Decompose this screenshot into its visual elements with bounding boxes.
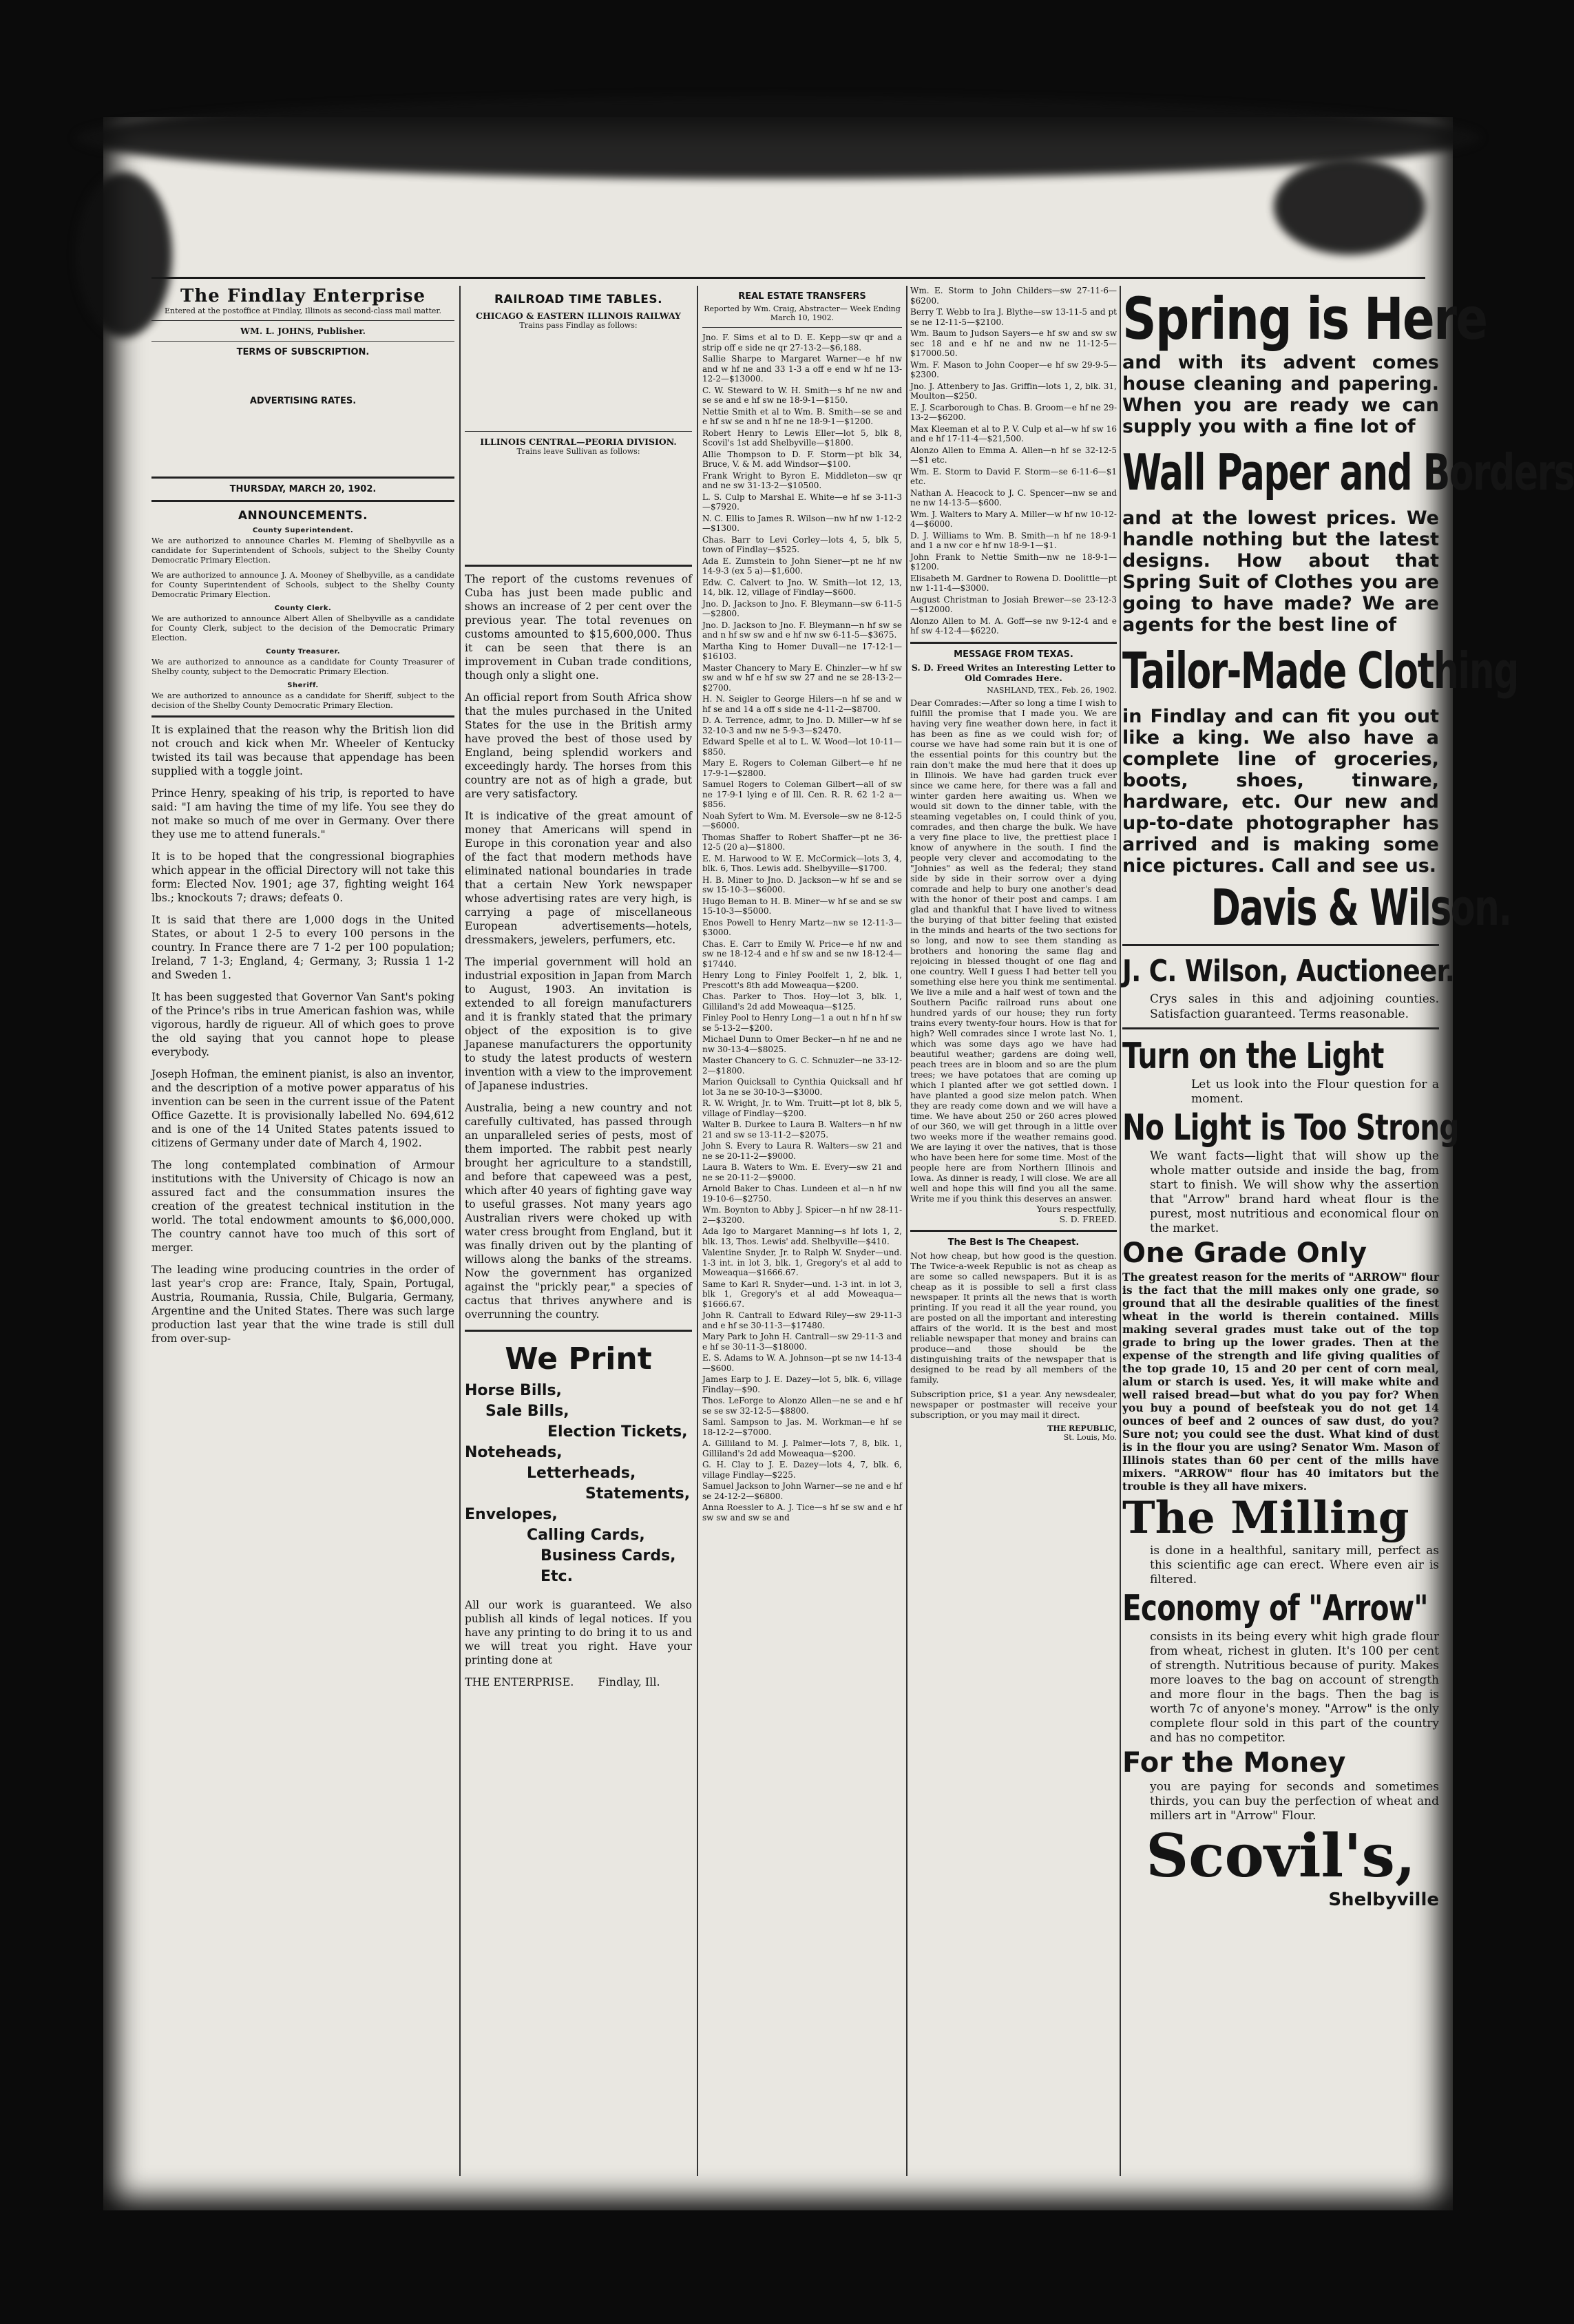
newspaper-page <box>103 117 1574 2210</box>
transfer-item: Walter B. Durkee to Laura B. Walters—n hf nw 21 and sw se 13-11-2—$2075. <box>702 1120 902 1140</box>
texas-letter-closing: Yours respectfully, <box>1036 1203 1117 1214</box>
transfer-item: Allie Thompson to D. F. Storm—pt blk 34, Bruce, V. & M. add Windsor—$100. <box>702 449 902 469</box>
transfer-item: Wm. E. Storm to David F. Storm—se 6-11-6—$1 etc. <box>910 466 1117 486</box>
transfer-item: Elisabeth M. Gardner to Rowena D. Doolittle—pt nw 1-11-4—$3000. <box>910 573 1117 593</box>
transfer-item: Berry T. Webb to Ira J. Blythe—sw 13-11-5 and pt se ne 12-11-5—$2100. <box>910 307 1117 327</box>
arrow-flour-ad <box>1122 1035 1459 1910</box>
real-estate-list <box>702 333 902 1522</box>
transfer-item: Alonzo Allen to Emma A. Allen—n hf se 32-12-5—$1 etc. <box>910 445 1117 465</box>
transfer-item: Marion Quicksall to Cynthia Quicksall and hf lot 3a ne se 30-10-3—$3000. <box>702 1077 902 1097</box>
republic-ad-place: St. Louis, Mo. <box>1063 1432 1117 1442</box>
transfer-item: Anna Roessler to A. J. Tice—s hf se sw and e hf sw sw and sw se and <box>702 1503 902 1522</box>
divider <box>465 431 692 432</box>
transfer-item: H. N. Seigler to George Hilers—n hf se and w hf se and 14 a off s side ne 4-11-2—$8700. <box>702 694 902 714</box>
divider <box>1122 944 1439 946</box>
transfer-item: E. M. Harwood to W. E. McCormick—lots 3, 4, blk. 6, Thos. Lewis add. Shelbyville—$1700. <box>702 853 902 873</box>
announcement-heading: Sheriff. <box>287 682 319 689</box>
transfer-item: John S. Every to Laura R. Walters—sw 21 and ne se 20-11-2—$9000. <box>702 1141 902 1161</box>
transfer-item: H. B. Miner to Jno. D. Jackson—w hf se and se sw 15-10-3—$6000. <box>702 875 902 894</box>
announcement-text: We are authorized to announce Albert Allen of Shelbyville as a candidate for County Clerk, subject to the decision of the Democratic Primary Election. <box>151 614 454 642</box>
transfer-item: Nathan A. Heacock to J. C. Spencer—nw se and ne nw 14-13-5—$600. <box>910 488 1117 507</box>
transfer-item: L. S. Culp to Marshal E. White—e hf se 3-11-3—$7920. <box>702 492 902 512</box>
transfer-item: N. C. Ellis to James R. Wilson—nw hf nw 1-12-2—$1300. <box>702 513 902 533</box>
divider <box>910 642 1117 644</box>
flour-text: Let us look into the Flour question for a moment. <box>1191 1078 1439 1106</box>
masthead-entry-note: Entered at the postoffice at Findlay, Illinois as second-class mail matter. <box>165 306 441 315</box>
announcements-list <box>151 527 454 710</box>
transfer-item: Chas. E. Carr to Emily W. Price—e hf nw and sw ne 18-12-4 and e hf sw and se nw 18-12-4—$17440. <box>702 939 902 969</box>
flour-text: consists in its being every whit high grade flour from wheat, richest in gluten. It's 100 per cent of strength. Nutritious because of purity. Makes more loaves to the bag on account of strength and more flour in the bags. Then the bag is worth 7c of anyone's money. "Arrow" is the only complete flour sold in this part of the country and has no competitor. <box>1150 1630 1439 1745</box>
print-item: Business Cards, Etc. <box>541 1547 676 1585</box>
transfer-item: Henry Long to Finley Poolfelt 1, 2, blk. 1, Prescott's 8th add Moweaqua—$200. <box>702 970 902 990</box>
flour-heading: Economy of "Arrow" <box>1122 1588 1428 1629</box>
terms-title: TERMS OF SUBSCRIPTION. <box>236 347 370 357</box>
texas-letter-headline: S. D. Freed Writes an Interesting Letter to Old Comrades Here. <box>911 662 1116 683</box>
texas-letter-sign: S. D. FREED. <box>1059 1213 1117 1224</box>
davis-ad-text: and at the lowest prices. We handle nothing but the latest designs. How about that Spring Suit of Clothes you are going to have made? We are agents for the best line of <box>1122 507 1439 636</box>
transfer-item: Alonzo Allen to M. A. Goff—se nw 9-12-4 and e hf sw 4-12-4—$6220. <box>910 616 1117 636</box>
transfer-item: Wm. Boynton to Abby J. Spicer—n hf nw 28-11-2—$3200. <box>702 1205 902 1225</box>
print-item: Letterheads, <box>527 1465 636 1482</box>
flour-heading: For the Money <box>1122 1747 1346 1779</box>
davis-wilson-ad <box>1122 285 1574 939</box>
divider <box>151 500 454 502</box>
divider <box>1122 1027 1439 1029</box>
transfer-item: Master Chancery to Mary E. Chinzler—w hf sw sw and w hf e hf sw sw 27 and ne se 28-13-2—$2700. <box>702 662 902 693</box>
texas-letter-body: Dear Comrades:—After so long a time I wish to fulfill the promise that I made you. We are having very fine weather down here, in fact it has been as fine as we could wish for; of course we have had some rain but it is one of the essential points for this country but the rain don't make the mud here that it does up in Illinois. We have had garden truck ever since we came here, for there was a fall and winter garden here awaiting us. When we would sit down to the dinner table, with the steaming vegetables on, I could think of you, comrades, and then charge the bulk. We have a very fine place to live, the prettiest place I know of anywhere in the south. I find the people very clever and accomodating to the "Johnies" as well as the federal; they stand side by side in their sorrow over a dying comrade and help to bury one another's dead with the honor of their post and camps. I am glad and thankful that I have lived to witness the burying of that bitter feeling that existed in the minds and hearts of the two sections for so long, and now to see them standing as brothers and honoring the same flag and rejoicing in blessed thought of one flag and one country. Well I guess I had better tell you something else here you think me sentimental. We live a mile and a half west of town and the Southern Pacific railroad runs about one hundred yards of our house; they run forty trains every twenty-four hours. How is that for high? Well comrades since I wrote last No. 1, which was some days ago we have had beautiful weather; gardens are doing well, peach trees are in bloom and so are the plum trees; we have potatoes that are coming up which I planted after we got settled down. I have planted a good size melon patch. When they are ready come down and we will have a time. We have about 250 or 260 acres plowed of our 360, we will get through in a little over two weeks more if the weather remains good. We are laying it over the natives, that is those who have been here for some time. Most of the people here are from Northern Illinois and Iowa. As dinner is ready, I will close. We are all well and hope this will find you all the same. Write me if you think this deserves an answer. <box>910 697 1117 1204</box>
scovil-place: Shelbyville <box>1328 1889 1439 1910</box>
column-4 <box>910 286 1117 2183</box>
transfer-item: Enos Powell to Henry Martz—nw se 12-11-3—$3000. <box>702 917 902 937</box>
wall-paper-headline: Wall Paper and Borders <box>1122 443 1574 501</box>
scovil-sign: Scovil's, <box>1146 1821 1416 1891</box>
column-1 <box>151 286 454 2183</box>
transfer-item: C. W. Steward to W. H. Smith—s hf ne nw and se se and e hf sw ne 18-9-1—$150. <box>702 385 902 405</box>
advertising-title: ADVERTISING RATES. <box>249 396 357 406</box>
flour-heading: The Milling <box>1122 1492 1409 1544</box>
transfer-item: Max Kleeman et al to P. V. Culp et al—w hf sw 16 and e hf 17-11-4—$21,500. <box>910 423 1117 443</box>
announcement-text: We are authorized to announce J. A. Mooney of Shelbyville, as a candidate for County Superintendent of Schools, subject to the Shelby County Democratic Primary Election. <box>151 570 454 599</box>
divider <box>151 341 454 342</box>
railroad-line-1-note: Trains pass Findlay as follows: <box>519 321 638 330</box>
davis-wilson-sign: Davis & Wilson. <box>1210 879 1511 936</box>
transfer-item: R. W. Wright, Jr. to Wm. Truitt—pt lot 8, blk 5, village of Findlay—$200. <box>702 1098 902 1118</box>
transfer-item: Valentine Snyder, Jr. to Ralph W. Snyder—und. 1-3 int. in lot 3, blk. 1, Gregory's et al add to Moweaqua—$1666.67. <box>702 1248 902 1277</box>
real-estate-list-continued <box>910 286 1117 636</box>
transfer-item: Laura B. Waters to Wm. E. Every—sw 21 and ne se 20-11-2—$9000. <box>702 1162 902 1182</box>
news-paragraph: The long contemplated combination of Armour institutions with the University of Chicago is now an assured fact and the consummation insures the creation of the greatest technical institution in the world. The total endowment amounts to $6,000,000. The country cannot have too much of this sort of merger. <box>151 1159 454 1254</box>
transfer-item: Chas. Parker to Thos. Hoy—lot 3, blk. 1, Gilliland's 2d add Moweaqua—$125. <box>702 992 902 1012</box>
transfer-item: Arnold Baker to Chas. Lundeen et al—n hf nw 19-10-6—$2750. <box>702 1184 902 1204</box>
news-paragraph: It is to be hoped that the congressional biographies which appear in the official Directory will not take this form: Elected Nov. 1901; age 37, fighting weight 164 lbs.; knockouts 7; draws; defeats 0. <box>151 850 454 904</box>
transfer-item: August Christman to Josiah Brewer—se 23-12-3—$12000. <box>910 594 1117 614</box>
we-print-signature <box>465 1675 692 1688</box>
transfer-item: Finley Pool to Henry Long—1 a out n hf n hf sw se 5-13-2—$200. <box>702 1013 902 1033</box>
news-paragraph: It has been suggested that Governor Van Sant's poking of the Prince's ribs in true American fashion was, while vigorous, hardly de rigueur. All of which goes to prove the old saying that you cannot hope to please everybody. <box>151 991 454 1058</box>
transfer-item: Jno. F. Sims et al to D. E. Kepp—sw qr and a strip off e side ne qr 27-13-2—$6,188. <box>702 333 902 353</box>
republic-ad-body: Not how cheap, but how good is the question. The Twice-a-week Republic is not as cheap as are some so called newspapers. But it is as cheap as it is possible to sell a first class newspaper. It prints all the news that is worth printing. If you read it all the year round, you are posted on all the important and interesting affairs of the world. It is the best and most reliable newspaper that money and brains can produce—and those should be the distinguishing traits of the newspaper that is designed to be read by all members of the family. <box>910 1250 1117 1385</box>
transfer-item: Wm. J. Walters to Mary A. Miller—w hf nw 10-12-4—$6000. <box>910 509 1117 529</box>
transfer-item: Jno. J. Attenbery to Jas. Griffin—lots 1, 2, blk. 31, Moulton—$250. <box>910 381 1117 401</box>
print-item: Sale Bills, <box>485 1403 569 1420</box>
transfer-item: Ada Igo to Margaret Manning—s hf lots 1, 2, blk. 13, Thos. Lewis' add. Shelbyville—$410. <box>702 1226 902 1246</box>
transfer-item: Thos. LeForge to Alonzo Allen—ne se and e hf se se sw 32-12-5—$8800. <box>702 1396 902 1416</box>
transfer-item: Jno. D. Jackson to Jno. F. Bleymann—n hf sw se and n hf sw sw and e hf nw sw 6-11-5—$3675. <box>702 620 902 640</box>
flour-text: We want facts—light that will show up the whole matter outside and inside the bag, from start to finish. We will show why the assertion that "Arrow" brand hard wheat flour is the purest, most nutritious and economical flour on the market. <box>1150 1149 1439 1235</box>
print-item: Calling Cards, <box>527 1527 645 1544</box>
top-rule <box>151 277 1425 279</box>
news-paragraph: The leading wine producing countries in the order of last year's crop are: France, Italy, Spain, Portugal, Austria, Roumania, Russia, Chile, Bulgaria, Germany, Argentine and the United States. There was such large production last year that the wine trade is still dull from over-sup- <box>151 1264 454 1345</box>
transfer-item: Samuel Rogers to Coleman Gilbert—all of sw ne 17-9-1 lying e of Ill. Cen. R. R. 62 1-2 a—$856. <box>702 779 902 809</box>
transfer-item: Wm. F. Mason to John Cooper—e hf sw 29-9-5—$2300. <box>910 359 1117 379</box>
transfer-item: D. J. Williams to Wm. B. Smith—n hf ne 18-9-1 and 1 a nw cor e hf nw 18-9-1—$1. <box>910 530 1117 550</box>
real-estate-subtitle: Reported by Wm. Craig, Abstracter— Week Ending March 10, 1902. <box>704 304 901 322</box>
news-paragraph: Australia, being a new country and not carefully cultivated, has passed through an unparalleled series of pests, most of them imported. The rabbit pest nearly brought her agriculture to a standstill, and before that capeweed was a pest, which after 40 years of fighting gave way to useful grasses. Not many years ago Australian rivers were choked up with water cress brought from England, but it was finally driven out by the planting of willows along the banks of the streams. Now the government has organized against the "prickly pear," a species of cactus that thrives anywhere and is overrunning the country. <box>465 1102 692 1321</box>
railroad-title: RAILROAD TIME TABLES. <box>494 293 663 306</box>
transfer-item: Mary E. Rogers to Coleman Gilbert—e hf ne 17-9-1—$2800. <box>702 758 902 778</box>
transfer-item: Jno. D. Jackson to Jno. F. Bleymann—sw 6-11-5—$2800. <box>702 598 902 618</box>
auctioneer-text: Crys sales in this and adjoining counties. Satisfaction guaranteed. Terms reasonable. <box>1150 992 1439 1021</box>
republic-ad-sign: THE REPUBLIC, <box>1047 1423 1117 1433</box>
news-paragraph: The report of the customs revenues of Cuba has just been made public and shows an increase of 2 per cent over the previous year. The total revenues on customs amounted to $15,600,000. Thus it can be seen that there is an improvement in Cuban trade conditions, though only a slight one. <box>465 573 692 682</box>
we-print-title: We Print <box>505 1341 652 1376</box>
divider <box>910 1230 1117 1232</box>
transfer-item: Samuel Jackson to John Warner—se ne and e hf se 24-12-2—$6800. <box>702 1481 902 1501</box>
print-item: Noteheads, <box>465 1444 563 1461</box>
transfer-item: John R. Cantrall to Edward Riley—sw 29-11-3 and e hf se 30-11-3—$17480. <box>702 1310 902 1330</box>
auctioneer-name: J. C. Wilson, Auctioneer. <box>1122 954 1455 989</box>
davis-ad-text: in Findlay and can fit you out like a king. We also have a complete line of groceries, boots, shoes, tinware, hardware, etc. Our new and up-to-date photographer has arrived and is making some nice pictures. Call and see us. <box>1122 706 1439 877</box>
transfer-item: Saml. Sampson to Jas. M. Workman—e hf se 18-12-2—$7000. <box>702 1417 902 1437</box>
column-3 <box>702 286 902 2183</box>
announcement-text: We are authorized to announce as a candidate for County Treasurer of Shelby county, subject to the Democratic Primary Election. <box>151 657 454 676</box>
news-paragraph: The imperial government will hold an industrial exposition in Japan from March to August, 1903. An invitation is extended to all foreign manufacturers and it is frankly stated that the primary object of the exposition is to give Japanese manufacturers the opportunity to study the latest products of western invention with a view to the improvement of Japanese industries. <box>465 956 692 1092</box>
railroad-line-2-note: Trains leave Sullivan as follows: <box>516 447 640 456</box>
we-print-place: Findlay, Ill. <box>598 1675 660 1688</box>
column-5-ads <box>1122 285 1574 2183</box>
date-line: THURSDAY, MARCH 20, 1902. <box>229 484 377 494</box>
auctioneer-ad <box>1122 952 1455 1022</box>
news-paragraph: It is explained that the reason why the British lion did not crouch and kick when Mr. Wheeler of Kentucky twisted its tail was because that appendage has been supplied with a toggle joint. <box>151 724 454 777</box>
flour-heading: Turn on the Light <box>1122 1036 1384 1077</box>
railroad-timetable-1 <box>465 330 692 426</box>
print-item: Election Tickets, <box>547 1423 688 1441</box>
divider <box>151 320 454 321</box>
transfer-item: Michael Dunn to Omer Becker—n hf ne and ne nw 30-13-4—$8025. <box>702 1034 902 1054</box>
news-paragraph: It is said that there are 1,000 dogs in the United States, or about 1 2-5 to every 100 persons in the country. In France there are 7 1-2 per 100 population; Ireland, 7 1-3; England, 4; Germany, 3; Russia 1 1-2 and Sweden 1. <box>151 914 454 981</box>
divider <box>702 327 902 328</box>
divider <box>465 1330 692 1332</box>
transfer-item: Thomas Shaffer to Robert Shaffer—pt ne 36-12-5 (20 a)—$1800. <box>702 832 902 852</box>
railroad-line-2: ILLINOIS CENTRAL—PEORIA DIVISION. <box>480 437 677 447</box>
railroad-line-1: CHICAGO & EASTERN ILLINOIS RAILWAY <box>476 311 681 321</box>
transfer-item: Master Chancery to G. C. Schnuzler—ne 33-12-2—$1800. <box>702 1056 902 1076</box>
we-print-text: All our work is guaranteed. We also publish all kinds of legal notices. If you have any printing to do bring it to us and we will treat you right. Have your printing done at <box>465 1599 692 1666</box>
page-stain <box>76 96 1480 179</box>
tailor-made-headline: Tailor-Made Clothing <box>1122 642 1518 700</box>
divider <box>465 565 692 567</box>
texas-letter-title: MESSAGE FROM TEXAS. <box>954 649 1073 660</box>
news-paragraph: Joseph Hofman, the eminent pianist, is also an inventor, and the description of a motive power apparatus of his invention can be seen in the current issue of the Patent Office Gazette. It is provisionally labelled No. 694,612 and is one of the 14 United States patents issued to citizens of Germany under date of March 4, 1902. <box>151 1068 454 1149</box>
announcement-text: We are authorized to announce Charles M. Fleming of Shelbyville as a candidate for Superintendent of Schools, subject to the Shelby County Democratic Primary Election. <box>151 536 454 565</box>
transfer-item: Ada E. Zumstein to John Siener—pt ne hf nw 14-9-3 (ex 5 a)—$1,600. <box>702 556 902 576</box>
news-paragraph: It is indicative of the great amount of money that Americans will spend in Europe in this coronation year and also of the fact that modern methods have eliminated national boundaries in trade that a certain New York newspaper whose advertising rates are very high, is carrying a page of miscellaneous European advertisements—hotels, dressmakers, jewelers, perfumers, etc. <box>465 810 692 946</box>
davis-ad-text: and with its advent comes house cleaning and papering. When you are ready we can supply you with a fine lot of <box>1122 352 1439 437</box>
advertising-table <box>151 409 454 471</box>
masthead-title: The Findlay Enterprise <box>180 286 426 306</box>
we-print-sign: THE ENTERPRISE. <box>465 1675 574 1688</box>
announcements-title: ANNOUNCEMENTS. <box>238 509 368 523</box>
flour-text: is done in a healthful, sanitary mill, perfect as this scientific age can erect. Where even air is filtered. <box>1150 1544 1439 1587</box>
column-rule <box>697 286 698 2176</box>
transfer-item: A. Gilliland to M. J. Palmer—lots 7, 8, blk. 1, Gilliland's 2d add Moweaqua—$200. <box>702 1438 902 1458</box>
we-print-ad <box>465 1341 692 1688</box>
transfer-item: Sallie Sharpe to Margaret Warner—e hf nw and w hf ne and 33 1-3 a off e end w hf ne 13-12-2—$13000. <box>702 354 902 384</box>
transfer-item: Wm. Baum to Judson Sayers—e hf sw and sw sw sec 18 and e hf ne and nw ne 11-12-5—$17000.50. <box>910 328 1117 358</box>
divider <box>151 477 454 479</box>
announcement-text: We are authorized to announce as a candidate for Sheriff, subject to the decision of the Shelby County Democratic Primary Election. <box>151 691 454 710</box>
flour-text: The greatest reason for the merits of "ARROW" flour is the fact that the mill makes only one grade, so ground that all the desirable qualities of the finest wheat in the world is therein contained. Mills making several grades must take out of the top grade to bring up the lower grades. Then at the expense of the strength and life giving qualities of the top grade 10, 15 and 20 per cent of corn meal, alum or starch is used. Yes, it will make white and well raised bread—but what do you pay for? When you buy a pound of beefsteak you do not get 14 ounces of beef and 2 ounces of saw dust, do you? Sure not; you could see the dust. What kind of dust is in the flour you are using? Senator Wm. Mason of Illinois states than 60 per cent of the mills have mixers. "ARROW" flour has 40 imitators but the trouble is they all have mixers. <box>1122 1270 1439 1493</box>
transfer-item: G. H. Clay to J. E. Dazey—lots 4, 7, blk. 6, village Findlay—$225. <box>702 1460 902 1480</box>
announcement-heading: County Superintendent. <box>252 527 354 534</box>
railroad-timetable-2 <box>465 456 692 559</box>
column-rule <box>906 286 907 2176</box>
masthead-publisher: WM. L. JOHNS, Publisher. <box>240 326 366 336</box>
republic-ad-title: The Best Is The Cheapest. <box>947 1237 1080 1248</box>
terms-table <box>151 360 454 390</box>
news-paragraph: Prince Henry, speaking of his trip, is reported to have said: "I am having the time of my life. You see they do not make so much of me over in Germany. Over there they use me to attend funerals." <box>151 787 454 841</box>
flour-heading: One Grade Only <box>1122 1237 1367 1269</box>
page-stain <box>1274 158 1425 255</box>
texas-letter-dateline: NASHLAND, TEX., Feb. 26, 1902. <box>987 685 1117 695</box>
column-2 <box>465 286 692 2183</box>
flour-text: you are paying for seconds and sometimes thirds, you can buy the perfection of wheat and millers art in "Arrow" Flour. <box>1150 1780 1439 1823</box>
news-paragraph: An official report from South Africa show that the mules purchased in the United States for the use in the British army have proved the best of those used by England, being splendid workers and exceedingly hardy. The horses from this country are not as of high a grade, but are very satisfactory. <box>465 691 692 800</box>
transfer-item: Edward Spelle et al to L. W. Wood—lot 10-11—$850. <box>702 737 902 757</box>
transfer-item: E. J. Scarborough to Chas. B. Groom—e hf ne 29-13-2—$6200. <box>910 402 1117 422</box>
transfer-item: James Earp to J. E. Dazey—lot 5, blk. 6, village Findlay—$90. <box>702 1374 902 1394</box>
real-estate-title: REAL ESTATE TRANSFERS <box>738 291 866 302</box>
announcement-heading: County Clerk. <box>274 605 332 612</box>
print-item: Statements, <box>585 1485 691 1503</box>
transfer-item: Edw. C. Calvert to Jno. W. Smith—lot 12, 13, 14, blk. 12, village of Findlay—$600. <box>702 577 902 597</box>
spring-headline: Spring is Here <box>1122 285 1487 353</box>
transfer-item: Robert Henry to Lewis Eller—lot 5, blk 8, Scovil's 1st add Shelbyville—$1800. <box>702 428 902 448</box>
transfer-item: Martha King to Homer Duvall—ne 17-12-1—$16103. <box>702 641 902 661</box>
transfer-item: Chas. Barr to Levi Corley—lots 4, 5, blk 5, town of Findlay—$525. <box>702 534 902 554</box>
transfer-item: Frank Wright to Byron E. Middleton—sw qr and ne sw 31-13-2—$10500. <box>702 470 902 490</box>
transfer-item: Same to Karl R. Snyder—und. 1-3 int. in lot 3, blk 1, Gregory's et al add Moweaqua—$1666.67. <box>702 1279 902 1309</box>
column-rule <box>1120 286 1121 2176</box>
transfer-item: Nettie Smith et al to Wm. B. Smith—se se and e hf sw se and n hf ne ne 18-9-1—$1200. <box>702 406 902 426</box>
transfer-item: John Frank to Nettie Smith—nw ne 18-9-1—$1200. <box>910 552 1117 572</box>
transfer-item: Mary Park to John H. Cantrall—sw 29-11-3 and e hf se 30-11-3—$18000. <box>702 1332 902 1352</box>
flour-heading: No Light is Too Strong <box>1122 1107 1459 1149</box>
column-rule <box>459 286 461 2176</box>
transfer-item: Wm. E. Storm to John Childers—sw 27-11-6—$6200. <box>910 286 1117 306</box>
divider <box>151 715 454 718</box>
transfer-item: D. A. Terrence, admr, to Jno. D. Miller—w hf se 32-10-3 and nw ne 5-9-3—$2470. <box>702 715 902 735</box>
republic-ad-sub: Subscription price, $1 a year. Any newsdealer, newspaper or postmaster will receive your subscription, or you may mail it direct. <box>910 1388 1117 1420</box>
announcement-heading: County Treasurer. <box>265 648 340 656</box>
transfer-item: E. S. Adams to W. A. Johnson—pt se nw 14-13-4—$600. <box>702 1353 902 1373</box>
print-item: Envelopes, <box>465 1506 558 1523</box>
print-item: Horse Bills, <box>465 1382 562 1399</box>
transfer-item: Hugo Beman to H. B. Miner—w hf se and se sw 15-10-3—$5000. <box>702 896 902 916</box>
transfer-item: Noah Syfert to Wm. M. Eversole—sw ne 8-12-5—$6000. <box>702 810 902 830</box>
